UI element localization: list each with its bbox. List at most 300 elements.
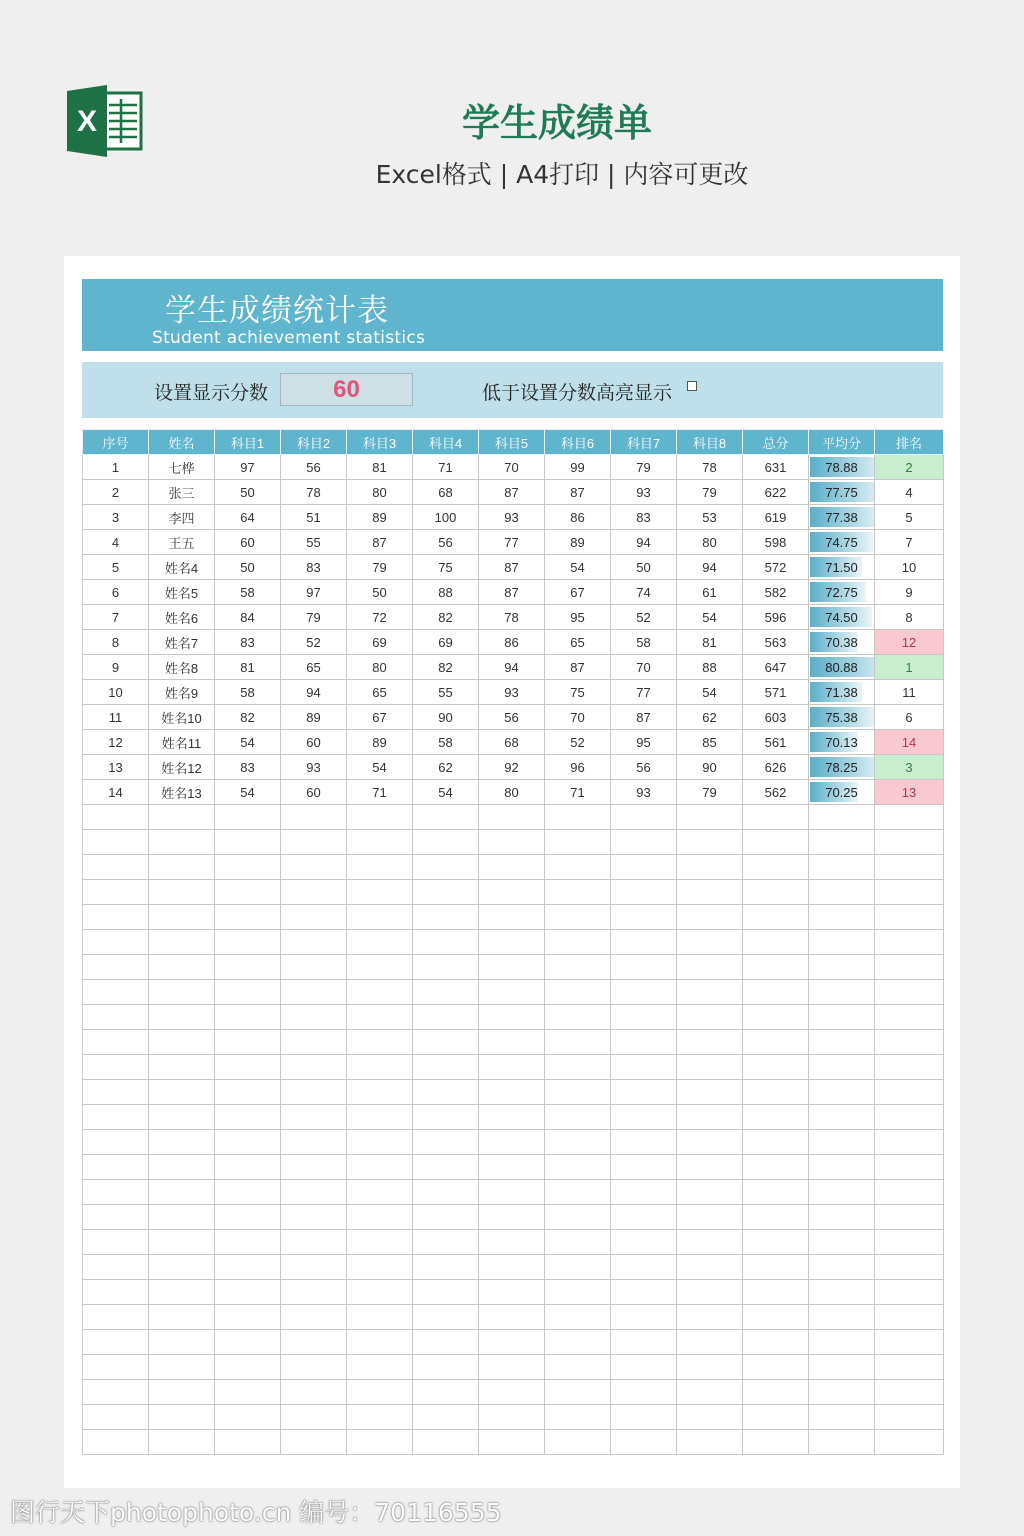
table-cell[interactable] [413, 830, 479, 855]
table-cell[interactable] [545, 1205, 611, 1230]
table-cell[interactable] [215, 930, 281, 955]
table-cell[interactable] [875, 1355, 944, 1380]
table-cell[interactable] [149, 1330, 215, 1355]
table-cell[interactable] [545, 1055, 611, 1080]
table-cell[interactable] [809, 680, 875, 705]
table-cell[interactable] [215, 830, 281, 855]
table-cell[interactable]: 93 [611, 780, 677, 805]
table-cell[interactable] [743, 905, 809, 930]
table-cell[interactable] [611, 1205, 677, 1230]
table-cell[interactable]: 94 [677, 555, 743, 580]
table-cell[interactable] [281, 1080, 347, 1105]
table-cell[interactable] [413, 1405, 479, 1430]
table-cell[interactable]: 64 [215, 505, 281, 530]
table-cell[interactable] [479, 1130, 545, 1155]
table-cell[interactable]: 79 [677, 480, 743, 505]
table-cell[interactable] [479, 1355, 545, 1380]
table-cell[interactable] [809, 1255, 875, 1280]
table-cell[interactable]: 78 [281, 480, 347, 505]
table-cell[interactable] [413, 955, 479, 980]
table-cell[interactable] [479, 1205, 545, 1230]
table-cell[interactable]: 56 [281, 455, 347, 480]
table-cell[interactable] [215, 1005, 281, 1030]
table-cell[interactable] [479, 955, 545, 980]
table-cell[interactable]: 52 [281, 630, 347, 655]
table-cell[interactable] [809, 955, 875, 980]
table-cell[interactable] [611, 1230, 677, 1255]
table-cell[interactable] [413, 1305, 479, 1330]
table-cell[interactable] [743, 1430, 809, 1455]
table-cell[interactable] [743, 1355, 809, 1380]
table-cell[interactable]: 60 [281, 730, 347, 755]
table-cell[interactable] [809, 1405, 875, 1430]
table-cell[interactable] [611, 1005, 677, 1030]
table-cell[interactable] [215, 1355, 281, 1380]
table-cell[interactable]: 姓名6 [149, 605, 215, 630]
table-cell[interactable] [83, 1130, 149, 1155]
table-cell[interactable]: 87 [545, 655, 611, 680]
table-cell[interactable] [875, 930, 944, 955]
table-cell[interactable] [281, 880, 347, 905]
table-cell[interactable] [413, 1005, 479, 1030]
table-cell[interactable] [83, 930, 149, 955]
table-cell[interactable] [149, 1005, 215, 1030]
table-cell[interactable] [281, 830, 347, 855]
table-cell[interactable] [281, 980, 347, 1005]
table-cell[interactable]: 12 [83, 730, 149, 755]
table-cell[interactable]: 71 [413, 455, 479, 480]
table-cell[interactable]: 8 [875, 605, 944, 630]
table-cell[interactable] [809, 505, 875, 530]
table-cell[interactable] [215, 1230, 281, 1255]
table-cell[interactable] [479, 1005, 545, 1030]
table-cell[interactable] [479, 1055, 545, 1080]
table-cell[interactable] [347, 1080, 413, 1105]
table-cell[interactable] [545, 1180, 611, 1205]
table-cell[interactable]: 4 [83, 530, 149, 555]
table-cell[interactable]: 6 [875, 705, 944, 730]
table-cell[interactable]: 81 [347, 455, 413, 480]
table-cell[interactable]: 562 [743, 780, 809, 805]
table-cell[interactable] [413, 1180, 479, 1205]
table-cell[interactable] [479, 1155, 545, 1180]
table-cell[interactable] [743, 855, 809, 880]
table-cell[interactable] [281, 1030, 347, 1055]
table-cell[interactable] [215, 1330, 281, 1355]
table-cell[interactable] [677, 955, 743, 980]
table-cell[interactable] [347, 1205, 413, 1230]
table-cell[interactable]: 83 [611, 505, 677, 530]
table-cell[interactable] [149, 1080, 215, 1105]
table-cell[interactable]: 94 [479, 655, 545, 680]
table-cell[interactable]: 78 [677, 455, 743, 480]
table-cell[interactable] [743, 805, 809, 830]
table-cell[interactable]: 69 [347, 630, 413, 655]
table-cell[interactable] [479, 805, 545, 830]
table-cell[interactable] [545, 1230, 611, 1255]
table-cell[interactable] [875, 1005, 944, 1030]
table-cell[interactable]: 85 [677, 730, 743, 755]
table-cell[interactable] [413, 1105, 479, 1130]
table-cell[interactable]: 54 [215, 780, 281, 805]
table-cell[interactable]: 58 [215, 680, 281, 705]
table-cell[interactable]: 65 [545, 630, 611, 655]
table-cell[interactable] [875, 880, 944, 905]
table-cell[interactable] [743, 1180, 809, 1205]
table-cell[interactable] [83, 1355, 149, 1380]
table-cell[interactable] [611, 830, 677, 855]
table-cell[interactable] [413, 805, 479, 830]
table-cell[interactable] [545, 1255, 611, 1280]
table-cell[interactable] [743, 1005, 809, 1030]
table-cell[interactable] [215, 1155, 281, 1180]
table-cell[interactable]: 姓名7 [149, 630, 215, 655]
table-cell[interactable]: 姓名9 [149, 680, 215, 705]
table-cell[interactable] [149, 1205, 215, 1230]
table-cell[interactable] [83, 1005, 149, 1030]
table-cell[interactable] [875, 980, 944, 1005]
table-cell[interactable] [809, 755, 875, 780]
table-cell[interactable] [743, 980, 809, 1005]
table-cell[interactable] [83, 1330, 149, 1355]
table-cell[interactable]: 姓名11 [149, 730, 215, 755]
table-cell[interactable] [611, 1155, 677, 1180]
table-cell[interactable]: 79 [677, 780, 743, 805]
table-cell[interactable] [347, 930, 413, 955]
table-cell[interactable]: 95 [545, 605, 611, 630]
table-cell[interactable] [347, 830, 413, 855]
table-cell[interactable] [149, 955, 215, 980]
table-cell[interactable]: 5 [875, 505, 944, 530]
table-cell[interactable] [677, 880, 743, 905]
table-cell[interactable] [809, 1230, 875, 1255]
table-cell[interactable] [875, 955, 944, 980]
table-cell[interactable]: 89 [347, 505, 413, 530]
column-header[interactable]: 序号 [83, 430, 149, 455]
table-cell[interactable] [83, 805, 149, 830]
table-cell[interactable] [413, 1330, 479, 1355]
table-cell[interactable] [809, 830, 875, 855]
table-cell[interactable] [545, 1080, 611, 1105]
table-cell[interactable] [809, 1430, 875, 1455]
table-cell[interactable] [809, 1080, 875, 1105]
highlight-checkbox[interactable] [687, 381, 697, 391]
table-cell[interactable]: 77 [479, 530, 545, 555]
table-cell[interactable] [479, 930, 545, 955]
table-cell[interactable] [677, 1055, 743, 1080]
table-cell[interactable] [809, 1305, 875, 1330]
table-cell[interactable]: 83 [215, 630, 281, 655]
table-cell[interactable] [215, 1305, 281, 1330]
column-header[interactable]: 科目5 [479, 430, 545, 455]
table-cell[interactable]: 55 [281, 530, 347, 555]
table-cell[interactable] [149, 805, 215, 830]
table-cell[interactable] [809, 530, 875, 555]
table-cell[interactable]: 74 [611, 580, 677, 605]
table-cell[interactable] [809, 1130, 875, 1155]
table-cell[interactable]: 71 [545, 780, 611, 805]
table-cell[interactable] [347, 1305, 413, 1330]
table-cell[interactable] [545, 1005, 611, 1030]
table-cell[interactable] [479, 830, 545, 855]
table-cell[interactable] [611, 1055, 677, 1080]
table-cell[interactable] [677, 1130, 743, 1155]
table-cell[interactable]: 81 [677, 630, 743, 655]
table-cell[interactable] [83, 855, 149, 880]
table-cell[interactable] [347, 1180, 413, 1205]
table-cell[interactable] [83, 880, 149, 905]
table-cell[interactable] [215, 980, 281, 1005]
table-cell[interactable] [743, 1205, 809, 1230]
table-cell[interactable] [677, 1355, 743, 1380]
table-cell[interactable] [347, 1355, 413, 1380]
table-cell[interactable]: 603 [743, 705, 809, 730]
table-cell[interactable] [545, 880, 611, 905]
table-cell[interactable]: 10 [875, 555, 944, 580]
table-cell[interactable]: 596 [743, 605, 809, 630]
table-cell[interactable] [677, 1205, 743, 1230]
table-cell[interactable] [347, 1055, 413, 1080]
table-cell[interactable] [281, 1105, 347, 1130]
table-cell[interactable] [743, 1055, 809, 1080]
table-cell[interactable]: 姓名13 [149, 780, 215, 805]
table-cell[interactable] [479, 880, 545, 905]
table-cell[interactable] [809, 1355, 875, 1380]
table-cell[interactable] [545, 830, 611, 855]
table-cell[interactable]: 61 [677, 580, 743, 605]
table-cell[interactable] [545, 1305, 611, 1330]
table-cell[interactable] [545, 805, 611, 830]
table-cell[interactable]: 54 [413, 780, 479, 805]
table-cell[interactable] [281, 1255, 347, 1280]
table-cell[interactable]: 70 [611, 655, 677, 680]
table-cell[interactable]: 67 [347, 705, 413, 730]
table-cell[interactable]: 50 [215, 480, 281, 505]
table-cell[interactable] [743, 1030, 809, 1055]
table-cell[interactable] [413, 880, 479, 905]
table-cell[interactable] [677, 1405, 743, 1430]
table-cell[interactable] [743, 1280, 809, 1305]
table-cell[interactable] [611, 805, 677, 830]
table-cell[interactable] [677, 1080, 743, 1105]
table-cell[interactable]: 93 [479, 680, 545, 705]
table-cell[interactable] [743, 1105, 809, 1130]
table-cell[interactable]: 83 [215, 755, 281, 780]
table-cell[interactable] [149, 1230, 215, 1255]
table-cell[interactable] [545, 855, 611, 880]
table-cell[interactable] [149, 980, 215, 1005]
table-cell[interactable] [347, 1280, 413, 1305]
table-cell[interactable] [545, 1105, 611, 1130]
table-cell[interactable] [413, 1255, 479, 1280]
table-cell[interactable] [347, 1430, 413, 1455]
table-cell[interactable]: 姓名10 [149, 705, 215, 730]
table-cell[interactable]: 62 [677, 705, 743, 730]
table-cell[interactable]: 582 [743, 580, 809, 605]
table-cell[interactable]: 75 [545, 680, 611, 705]
table-cell[interactable] [413, 1280, 479, 1305]
table-cell[interactable]: 14 [875, 730, 944, 755]
table-cell[interactable] [347, 855, 413, 880]
table-cell[interactable]: 张三 [149, 480, 215, 505]
table-cell[interactable]: 79 [347, 555, 413, 580]
table-cell[interactable] [611, 1080, 677, 1105]
table-cell[interactable] [677, 1030, 743, 1055]
table-cell[interactable] [809, 1005, 875, 1030]
table-cell[interactable] [347, 1230, 413, 1255]
table-cell[interactable] [611, 1180, 677, 1205]
table-cell[interactable] [83, 1080, 149, 1105]
table-cell[interactable] [677, 1305, 743, 1330]
table-cell[interactable]: 54 [347, 755, 413, 780]
table-cell[interactable] [149, 1180, 215, 1205]
table-cell[interactable] [809, 805, 875, 830]
table-cell[interactable] [413, 1030, 479, 1055]
column-header[interactable]: 平均分 [809, 430, 875, 455]
table-cell[interactable] [545, 1130, 611, 1155]
table-cell[interactable] [809, 1105, 875, 1130]
table-cell[interactable] [809, 855, 875, 880]
table-cell[interactable] [875, 1305, 944, 1330]
table-cell[interactable] [875, 1330, 944, 1355]
column-header[interactable]: 科目2 [281, 430, 347, 455]
table-cell[interactable]: 姓名5 [149, 580, 215, 605]
table-cell[interactable]: 55 [413, 680, 479, 705]
table-cell[interactable] [809, 930, 875, 955]
table-cell[interactable] [215, 1280, 281, 1305]
table-cell[interactable]: 51 [281, 505, 347, 530]
table-cell[interactable] [413, 1155, 479, 1180]
table-cell[interactable] [545, 1280, 611, 1305]
table-cell[interactable]: 65 [347, 680, 413, 705]
table-cell[interactable] [479, 905, 545, 930]
table-cell[interactable] [677, 1280, 743, 1305]
table-cell[interactable]: 563 [743, 630, 809, 655]
table-cell[interactable] [83, 1280, 149, 1305]
table-cell[interactable]: 99 [545, 455, 611, 480]
table-cell[interactable] [479, 1305, 545, 1330]
table-cell[interactable] [545, 905, 611, 930]
table-cell[interactable] [215, 1405, 281, 1430]
table-cell[interactable]: 54 [215, 730, 281, 755]
table-cell[interactable]: 80 [347, 655, 413, 680]
table-cell[interactable] [545, 1430, 611, 1455]
table-cell[interactable] [809, 705, 875, 730]
table-cell[interactable] [875, 1230, 944, 1255]
table-cell[interactable] [611, 930, 677, 955]
table-cell[interactable] [281, 955, 347, 980]
table-cell[interactable]: 93 [281, 755, 347, 780]
table-cell[interactable] [479, 1030, 545, 1055]
table-cell[interactable] [875, 1255, 944, 1280]
table-cell[interactable] [545, 955, 611, 980]
table-cell[interactable] [281, 1005, 347, 1030]
table-cell[interactable] [809, 905, 875, 930]
table-cell[interactable] [413, 1080, 479, 1105]
table-cell[interactable]: 2 [83, 480, 149, 505]
table-cell[interactable] [347, 1005, 413, 1030]
table-cell[interactable]: 3 [875, 755, 944, 780]
table-cell[interactable] [281, 1130, 347, 1155]
table-cell[interactable]: 571 [743, 680, 809, 705]
table-cell[interactable] [809, 605, 875, 630]
table-cell[interactable] [281, 1330, 347, 1355]
table-cell[interactable]: 94 [611, 530, 677, 555]
table-cell[interactable]: 82 [215, 705, 281, 730]
table-cell[interactable] [809, 1055, 875, 1080]
table-cell[interactable] [149, 1105, 215, 1130]
table-cell[interactable] [347, 980, 413, 1005]
table-cell[interactable]: 13 [875, 780, 944, 805]
table-cell[interactable] [149, 880, 215, 905]
table-cell[interactable]: 97 [215, 455, 281, 480]
table-cell[interactable] [149, 1355, 215, 1380]
table-cell[interactable]: 87 [611, 705, 677, 730]
table-cell[interactable] [281, 1055, 347, 1080]
table-cell[interactable] [215, 1255, 281, 1280]
table-cell[interactable] [545, 1155, 611, 1180]
table-cell[interactable]: 90 [413, 705, 479, 730]
table-cell[interactable] [677, 1005, 743, 1030]
table-cell[interactable] [743, 1230, 809, 1255]
table-cell[interactable] [215, 1030, 281, 1055]
column-header[interactable]: 姓名 [149, 430, 215, 455]
table-cell[interactable] [149, 1280, 215, 1305]
table-cell[interactable]: 89 [545, 530, 611, 555]
table-cell[interactable] [677, 1180, 743, 1205]
table-cell[interactable] [149, 1155, 215, 1180]
table-cell[interactable]: 七桦 [149, 455, 215, 480]
table-cell[interactable] [413, 855, 479, 880]
table-cell[interactable] [281, 1355, 347, 1380]
table-cell[interactable] [743, 1330, 809, 1355]
table-cell[interactable]: 11 [875, 680, 944, 705]
table-cell[interactable]: 53 [677, 505, 743, 530]
table-cell[interactable] [83, 1255, 149, 1280]
table-cell[interactable] [347, 1255, 413, 1280]
table-cell[interactable]: 94 [281, 680, 347, 705]
table-cell[interactable]: 619 [743, 505, 809, 530]
table-cell[interactable] [215, 1430, 281, 1455]
table-cell[interactable] [281, 1205, 347, 1230]
table-cell[interactable] [611, 1280, 677, 1305]
table-cell[interactable]: 626 [743, 755, 809, 780]
table-cell[interactable] [809, 880, 875, 905]
table-cell[interactable] [149, 830, 215, 855]
table-cell[interactable] [479, 1330, 545, 1355]
table-cell[interactable]: 631 [743, 455, 809, 480]
table-cell[interactable]: 7 [83, 605, 149, 630]
table-cell[interactable]: 13 [83, 755, 149, 780]
table-cell[interactable] [347, 955, 413, 980]
table-cell[interactable] [875, 805, 944, 830]
table-cell[interactable] [677, 980, 743, 1005]
table-cell[interactable] [413, 1355, 479, 1380]
table-cell[interactable] [149, 1030, 215, 1055]
table-cell[interactable] [677, 1230, 743, 1255]
table-cell[interactable] [809, 1030, 875, 1055]
table-cell[interactable] [875, 1430, 944, 1455]
table-cell[interactable] [677, 1430, 743, 1455]
table-cell[interactable]: 姓名4 [149, 555, 215, 580]
table-cell[interactable] [875, 855, 944, 880]
table-cell[interactable]: 7 [875, 530, 944, 555]
table-cell[interactable] [83, 1405, 149, 1430]
column-header[interactable]: 科目6 [545, 430, 611, 455]
table-cell[interactable]: 80 [347, 480, 413, 505]
table-cell[interactable] [149, 1380, 215, 1405]
table-cell[interactable] [347, 1405, 413, 1430]
